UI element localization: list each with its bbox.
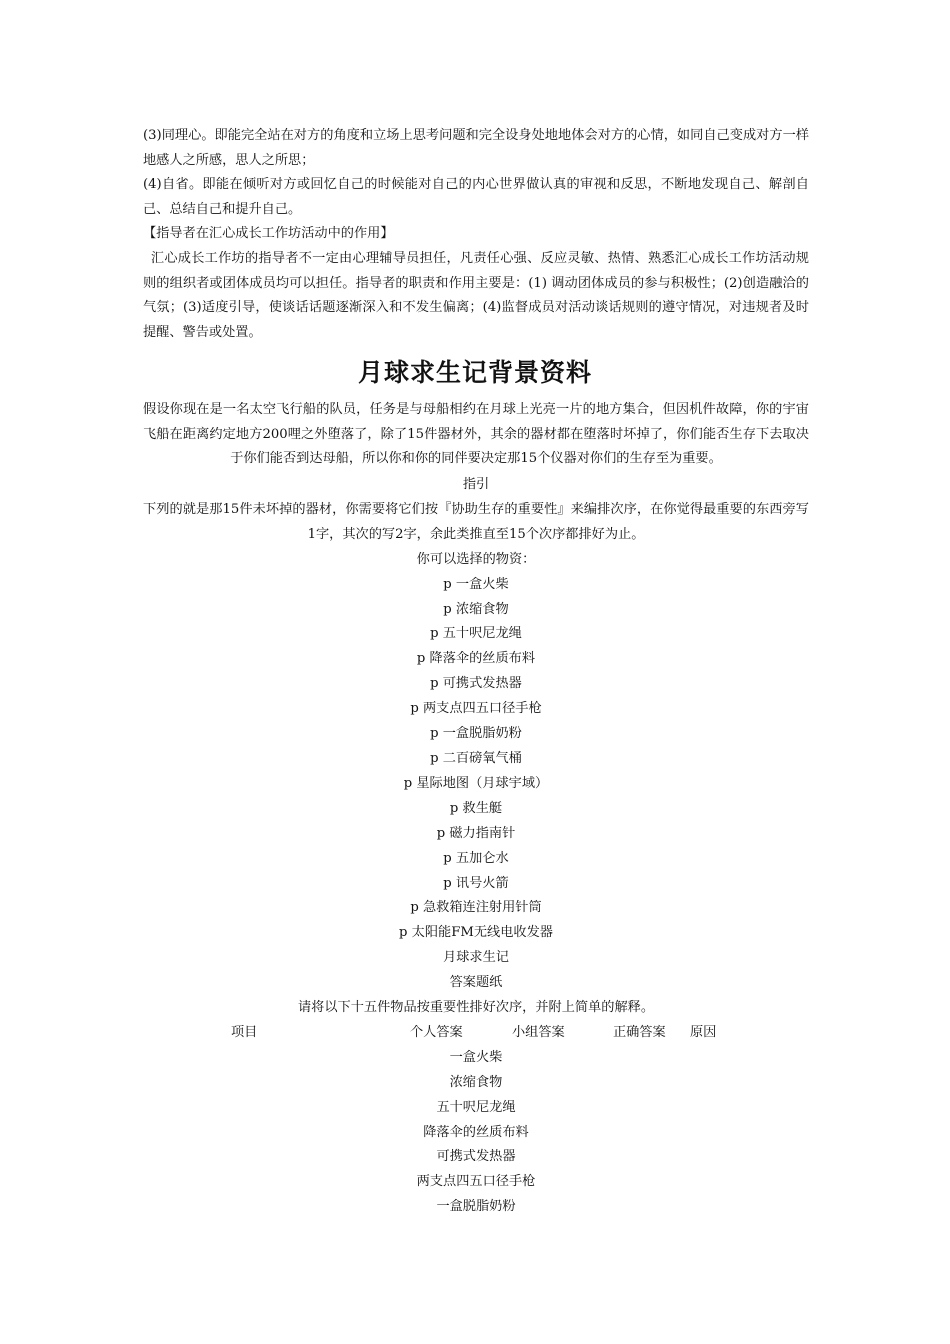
table-row: 浓缩食物 — [449, 1074, 503, 1090]
table-row: 一盒脱脂奶粉 — [436, 1199, 516, 1215]
answer-sheet-title: 月球求生记 — [443, 950, 509, 966]
section-heading-facilitator: 【指导者在汇心成长工作坊活动中的作用】 — [143, 226, 394, 242]
list-item: p 五加仑水 — [443, 850, 509, 866]
column-header-correct: 正确答案 — [613, 1024, 666, 1040]
answer-sheet-instruction: 请将以下十五件物品按重要性排好次序，并附上简单的解释。 — [297, 1000, 655, 1016]
center-content — [143, 473, 809, 1220]
guide-text: 下列的就是那15件未坏掉的器材，你需要将它们按『协助生存的重要性』来编排次序，在你觉得最重要的东西旁写1字，其次的写2字，余此类推直至15个次序都排好为止。 — [143, 501, 809, 542]
list-item: p 磁力指南针 — [436, 825, 516, 841]
intro-paragraph: 假设你现在是一名太空飞行船的队员，任务是与母船相约在月球上光亮一片的地方集合，但因机件故障，你的宇宙飞船在距离约定地方200哩之外堕落了，除了15件器材外，其余的器材都在堕落时坏掉了，你们能否生存下去取决于你们能否到达母船，所以你和你的同伴要决定那15个仪器对你们的生存至为重要。 — [143, 402, 809, 467]
list-item: p 二百磅氧气桶 — [430, 750, 522, 766]
paragraph-facilitator-role: 汇心成长工作坊的指导者不一定由心理辅导员担任，凡责任心强、反应灵敏、热情、熟悉汇心成长工作坊活动规则的组织者或团体成员均可以担任。指导者的职责和作用主要是：(1) 调动团体成员的参与积极性；(2)创造融洽的气氛；(3)适度引导，使谈话话题逐渐深入和不发生偏离；(4)监督成员对活动谈话规则的遵守情况，对违规者及时提醒、警告或处置。 — [143, 250, 809, 340]
table-row: 可携式发热器 — [436, 1149, 516, 1165]
list-item: p 可携式发热器 — [430, 676, 522, 692]
guide-heading: 指引 — [462, 477, 490, 492]
answer-table-header — [143, 1021, 809, 1046]
list-item: p 急救箱连注射用针筒 — [410, 900, 542, 916]
table-row: 两支点四五口径手枪 — [416, 1174, 536, 1190]
list-item: p 一盒脱脂奶粉 — [430, 726, 522, 742]
list-item: p 浓缩食物 — [443, 601, 509, 617]
page-title: 月球求生记背景资料 — [357, 358, 592, 387]
list-item: p 救生艇 — [449, 800, 503, 816]
list-item: p 五十呎尼龙绳 — [430, 626, 522, 642]
list-item: p 讯号火箭 — [443, 875, 509, 891]
top-section — [143, 124, 809, 345]
paragraph-self-reflection: (4)自省。即能在倾听对方或回忆自己的时候能对自己的内心世界做认真的审视和反思，不断地发现自己、解剖自己、总结自己和提升自己。 — [143, 177, 809, 217]
table-row: 降落伞的丝质布料 — [423, 1124, 529, 1140]
table-row: 五十呎尼龙绳 — [436, 1099, 516, 1115]
paragraph-empathy: (3)同理心。即能完全站在对方的角度和立场上思考问题和完全设身处地地体会对方的心情，如同自己变成对方一样地感人之所感，思人之所思； — [143, 128, 809, 168]
list-item: p 降落伞的丝质布料 — [416, 651, 536, 667]
list-item: p 两支点四五口径手枪 — [410, 701, 542, 717]
list-item: p 太阳能FM无线电收发器 — [399, 925, 553, 941]
answer-sheet-subtitle: 答案题纸 — [449, 975, 503, 991]
column-header-reason: 原因 — [690, 1024, 717, 1040]
list-item: p 一盒火柴 — [443, 576, 509, 592]
column-header-personal: 个人答案 — [410, 1024, 463, 1040]
intro-section — [143, 398, 809, 472]
items-heading: 你可以选择的物资： — [416, 551, 536, 567]
column-header-item: 项目 — [231, 1024, 258, 1040]
column-header-group: 小组答案 — [512, 1024, 565, 1040]
table-row: 一盒火柴 — [449, 1049, 503, 1065]
list-item: p 星际地图（月球宇域） — [403, 775, 549, 791]
